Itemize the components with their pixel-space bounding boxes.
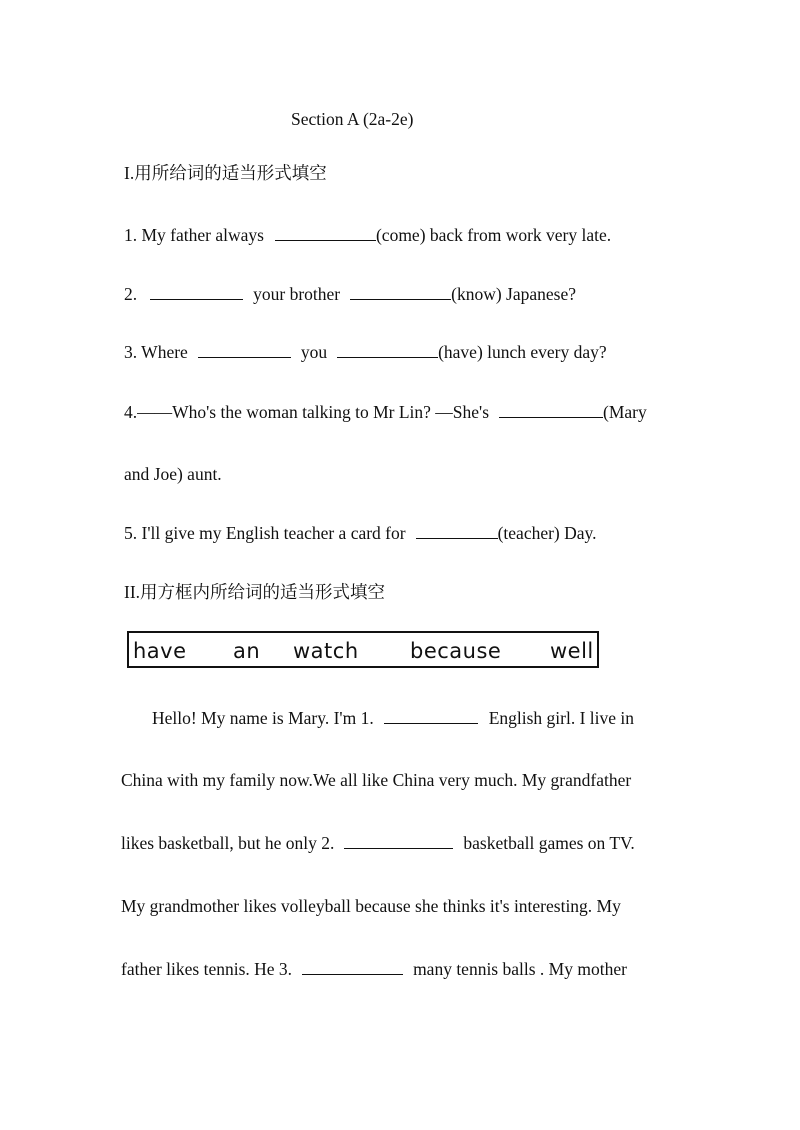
question-5-text-after: (teacher) Day. (497, 523, 597, 543)
answer-blank-3b[interactable] (337, 341, 438, 358)
answer-blank-4[interactable] (499, 401, 603, 418)
answer-blank-5[interactable] (416, 522, 498, 539)
passage-line-3 (121, 832, 635, 854)
question-1-text-before: 1. My father always (124, 225, 264, 245)
question-2-number: 2. (124, 284, 138, 304)
word-box-item: have (133, 639, 187, 663)
passage-blank-3[interactable] (302, 958, 403, 975)
word-box-item: because (410, 639, 502, 663)
passage-line-3-after: basketball games on TV. (463, 833, 635, 853)
word-box-item: watch (293, 639, 359, 663)
answer-blank-3a[interactable] (198, 341, 291, 358)
answer-blank-2a[interactable] (150, 283, 243, 300)
passage-line-4: My grandmother likes volleyball because she thinks it's interesting. My (121, 896, 621, 916)
question-3 (124, 341, 607, 363)
passage-line-5 (121, 958, 627, 980)
answer-blank-2b[interactable] (350, 283, 451, 300)
passage-line-2: China with my family now.We all like China very much. My grandfather (121, 770, 632, 790)
question-3-text-middle: you (300, 342, 328, 362)
question-1 (124, 224, 611, 246)
question-2-text-after: (know) Japanese? (451, 284, 577, 304)
question-2 (124, 283, 576, 305)
passage-line-1 (152, 707, 634, 729)
section-1-heading: I.用所给词的适当形式填空 (124, 163, 327, 183)
passage-line-1-after: English girl. I live in (488, 708, 635, 728)
question-5-text-before: 5. I'll give my English teacher a card for (124, 523, 406, 543)
passage-line-1-before: Hello! My name is Mary. I'm 1. (152, 708, 374, 728)
page-title: Section A (2a-2e) (291, 109, 414, 129)
question-2-text-middle: your brother (253, 284, 341, 304)
passage-blank-1[interactable] (384, 707, 478, 724)
question-4-continued: and Joe) aunt. (124, 464, 222, 484)
question-4-text-after: (Mary (603, 402, 647, 422)
passage-blank-2[interactable] (344, 832, 453, 849)
passage-line-5-before: father likes tennis. He 3. (121, 959, 293, 979)
passage-line-3-before: likes basketball, but he only 2. (121, 833, 335, 853)
question-1-text-after: (come) back from work very late. (375, 225, 612, 245)
passage-line-5-after: many tennis balls . My mother (413, 959, 627, 979)
word-box-item: an (233, 639, 261, 663)
question-5 (124, 522, 597, 544)
word-box-item: well (550, 639, 594, 663)
question-4 (124, 401, 647, 423)
section-2-heading: II.用方框内所给词的适当形式填空 (124, 582, 386, 602)
answer-blank-1[interactable] (275, 224, 376, 241)
question-3-text-before: 3. Where (124, 342, 188, 362)
question-4-text-before: 4.——Who's the woman talking to Mr Lin? —She's (124, 402, 490, 422)
question-3-text-after: (have) lunch every day? (438, 342, 607, 362)
word-box (127, 631, 599, 668)
